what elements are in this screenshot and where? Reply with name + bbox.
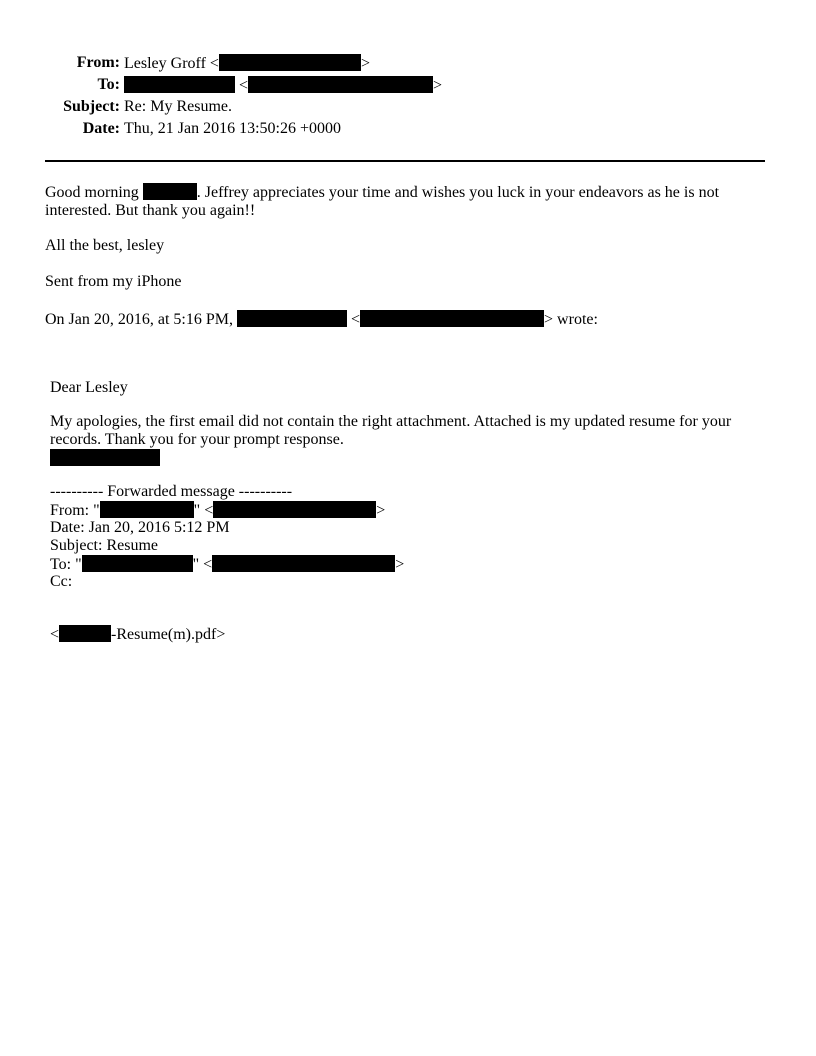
subject-label: Subject: [63,98,120,115]
quote-intro-end: > wrote: [544,311,598,328]
redacted-to-email [248,76,433,93]
greeting-line [45,183,719,202]
redacted-recipient-name [143,183,197,200]
forwarded-separator: ---------- Forwarded message ---------- [50,483,293,500]
to-label: To: [97,76,120,93]
redacted-forwarded-from-name [100,501,194,518]
quote-intro [45,310,598,329]
redacted-attachment-name [59,625,111,642]
quote-intro-start: On Jan 20, 2016, at 5:16 PM, [45,311,233,328]
forwarded-from [50,501,385,520]
forwarded-to-quote-lt: " < [192,556,213,573]
forwarded-to-prefix: To: " [50,556,82,573]
attachment-lt: < [50,626,60,643]
from-name: Lesley Groff [124,55,206,72]
greeting-line-2: interested. But thank you again!! [45,202,256,219]
quoted-signature [50,449,160,468]
redacted-forwarded-to-email [212,555,395,572]
sent-from: Sent from my iPhone [45,273,182,290]
forwarded-cc: Cc: [50,573,73,590]
forwarded-from-prefix: From: " [50,502,100,519]
header-divider [45,160,765,162]
quote-intro-lt: < [351,311,361,328]
angle-open: < [239,77,249,94]
redacted-to-name [124,76,235,93]
angle-open: < [209,55,219,72]
forwarded-from-quote-lt: " < [193,502,214,519]
forwarded-to-gt: > [395,556,405,573]
redacted-forwarded-to-name [82,555,193,572]
forwarded-date: Date: Jan 20, 2016 5:12 PM [50,519,230,536]
subject-value: Re: My Resume. [124,98,232,115]
forwarded-to [50,555,404,574]
to-value [124,76,442,95]
date-value: Thu, 21 Jan 2016 13:50:26 +0000 [124,120,342,137]
forwarded-subject: Subject: Resume [50,537,158,554]
from-label: From: [76,54,120,71]
date-label: Date: [82,120,120,137]
signoff: All the best, lesley [45,237,165,254]
greeting-start: Good morning [45,184,139,201]
angle-close: > [360,55,370,72]
angle-close: > [433,77,443,94]
quoted-message-line-2: records. Thank you for your prompt response. [50,431,344,448]
from-value [124,54,370,73]
redacted-from-email [219,54,361,71]
greeting-rest: . Jeffrey appreciates your time and wishes you luck in your endeavors as he is not [196,184,720,201]
redacted-sender-email [360,310,544,327]
quoted-message-line-1: My apologies, the first email did not contain the right attachment. Attached is my updated resume for your [50,413,732,430]
quoted-salutation: Dear Lesley [50,379,128,396]
redacted-signature [50,449,160,466]
forwarded-from-gt: > [376,502,386,519]
attachment-reference [50,625,225,644]
redacted-forwarded-from-email [213,501,376,518]
redacted-sender-name [237,310,347,327]
attachment-suffix: -Resume(m).pdf> [111,626,226,643]
